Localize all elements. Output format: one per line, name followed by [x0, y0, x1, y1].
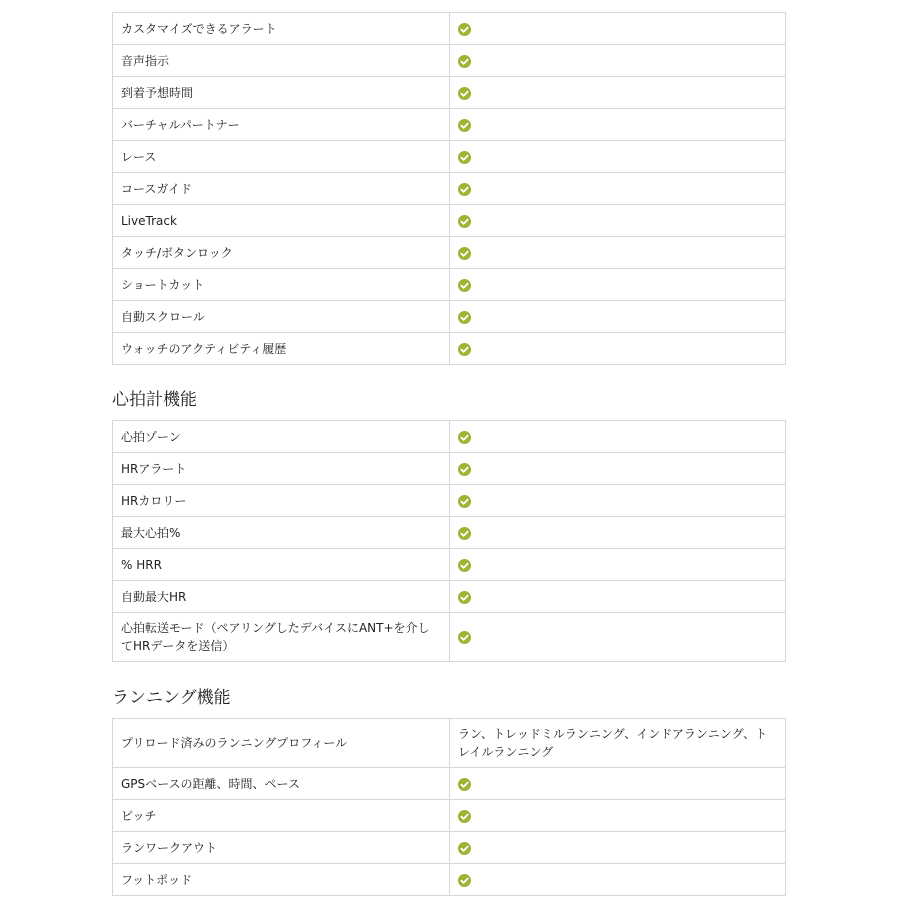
feature-label: LiveTrack: [113, 205, 450, 237]
table-row: [113, 613, 786, 662]
feature-label: バーチャルパートナー: [113, 109, 450, 141]
section-title-running: ランニング機能: [112, 688, 231, 708]
feature-label: ピッチ: [113, 800, 450, 832]
feature-value: [450, 613, 786, 662]
check-icon: [458, 778, 471, 791]
table-row: [113, 768, 786, 800]
check-icon: [458, 527, 471, 540]
table-row: [113, 800, 786, 832]
feature-label: 自動最大HR: [113, 581, 450, 613]
feature-label: 到着予想時間: [113, 77, 450, 109]
table-row: [113, 77, 786, 109]
running-features-table: [112, 718, 786, 896]
feature-value: [450, 333, 786, 365]
table-row: [113, 485, 786, 517]
feature-value: [450, 768, 786, 800]
table-row: [113, 13, 786, 45]
table-row: [113, 109, 786, 141]
feature-value: [450, 45, 786, 77]
table-row: [113, 549, 786, 581]
check-icon: [458, 23, 471, 36]
check-icon: [458, 874, 471, 887]
table-row: [113, 141, 786, 173]
feature-value: [450, 109, 786, 141]
table-row: [113, 269, 786, 301]
table-row: [113, 453, 786, 485]
feature-label: 音声指示: [113, 45, 450, 77]
feature-value: [450, 421, 786, 453]
feature-label: 心拍転送モード（ペアリングしたデバイスにANT+を介してHRデータを送信）: [113, 613, 450, 662]
feature-value: [450, 864, 786, 896]
check-icon: [458, 55, 471, 68]
table-row: [113, 205, 786, 237]
check-icon: [458, 495, 471, 508]
table-row: [113, 173, 786, 205]
feature-label: レース: [113, 141, 450, 173]
check-icon: [458, 183, 471, 196]
feature-label: ランワークアウト: [113, 832, 450, 864]
feature-value: [450, 141, 786, 173]
check-icon: [458, 463, 471, 476]
table-row: [113, 237, 786, 269]
section-title-heart-rate: 心拍計機能: [112, 390, 197, 410]
feature-value: [450, 13, 786, 45]
feature-label: 最大心拍%: [113, 517, 450, 549]
feature-label: ウォッチのアクティビティ履歴: [113, 333, 450, 365]
check-icon: [458, 247, 471, 260]
feature-value: [450, 800, 786, 832]
feature-label: GPSベースの距離、時間、ペース: [113, 768, 450, 800]
feature-value: [450, 269, 786, 301]
check-icon: [458, 279, 471, 292]
table-row: [113, 581, 786, 613]
general-features-table: [112, 12, 786, 365]
feature-value: [450, 205, 786, 237]
feature-value: [450, 301, 786, 333]
feature-value: [450, 173, 786, 205]
feature-label: 自動スクロール: [113, 301, 450, 333]
feature-label: フットポッド: [113, 864, 450, 896]
check-icon: [458, 842, 471, 855]
check-icon: [458, 119, 471, 132]
feature-value: [450, 832, 786, 864]
table-row: [113, 517, 786, 549]
feature-value: [450, 581, 786, 613]
check-icon: [458, 215, 471, 228]
spec-page: [112, 12, 786, 896]
feature-value-text: ラン、トレッドミルランニング、インドアランニング、トレイルランニング: [450, 719, 786, 768]
feature-label: プリロード済みのランニングプロフィール: [113, 719, 450, 768]
feature-value: [450, 549, 786, 581]
feature-label: 心拍ゾーン: [113, 421, 450, 453]
table-row: [113, 832, 786, 864]
check-icon: [458, 631, 471, 644]
feature-label: コースガイド: [113, 173, 450, 205]
feature-value: [450, 485, 786, 517]
table-row: [113, 301, 786, 333]
table-row: [113, 864, 786, 896]
table-row: [113, 333, 786, 365]
heart-rate-features-table: [112, 420, 786, 662]
table-row: [113, 45, 786, 77]
feature-label: % HRR: [113, 549, 450, 581]
feature-label: HRカロリー: [113, 485, 450, 517]
feature-label: カスタマイズできるアラート: [113, 13, 450, 45]
check-icon: [458, 311, 471, 324]
check-icon: [458, 810, 471, 823]
table-row: [113, 421, 786, 453]
feature-value: [450, 237, 786, 269]
feature-label: ショートカット: [113, 269, 450, 301]
feature-label: タッチ/ボタンロック: [113, 237, 450, 269]
check-icon: [458, 343, 471, 356]
check-icon: [458, 87, 471, 100]
table-row: [113, 719, 786, 768]
feature-label: HRアラート: [113, 453, 450, 485]
check-icon: [458, 591, 471, 604]
feature-value: [450, 77, 786, 109]
check-icon: [458, 151, 471, 164]
feature-value: [450, 517, 786, 549]
check-icon: [458, 559, 471, 572]
check-icon: [458, 431, 471, 444]
feature-value: [450, 453, 786, 485]
